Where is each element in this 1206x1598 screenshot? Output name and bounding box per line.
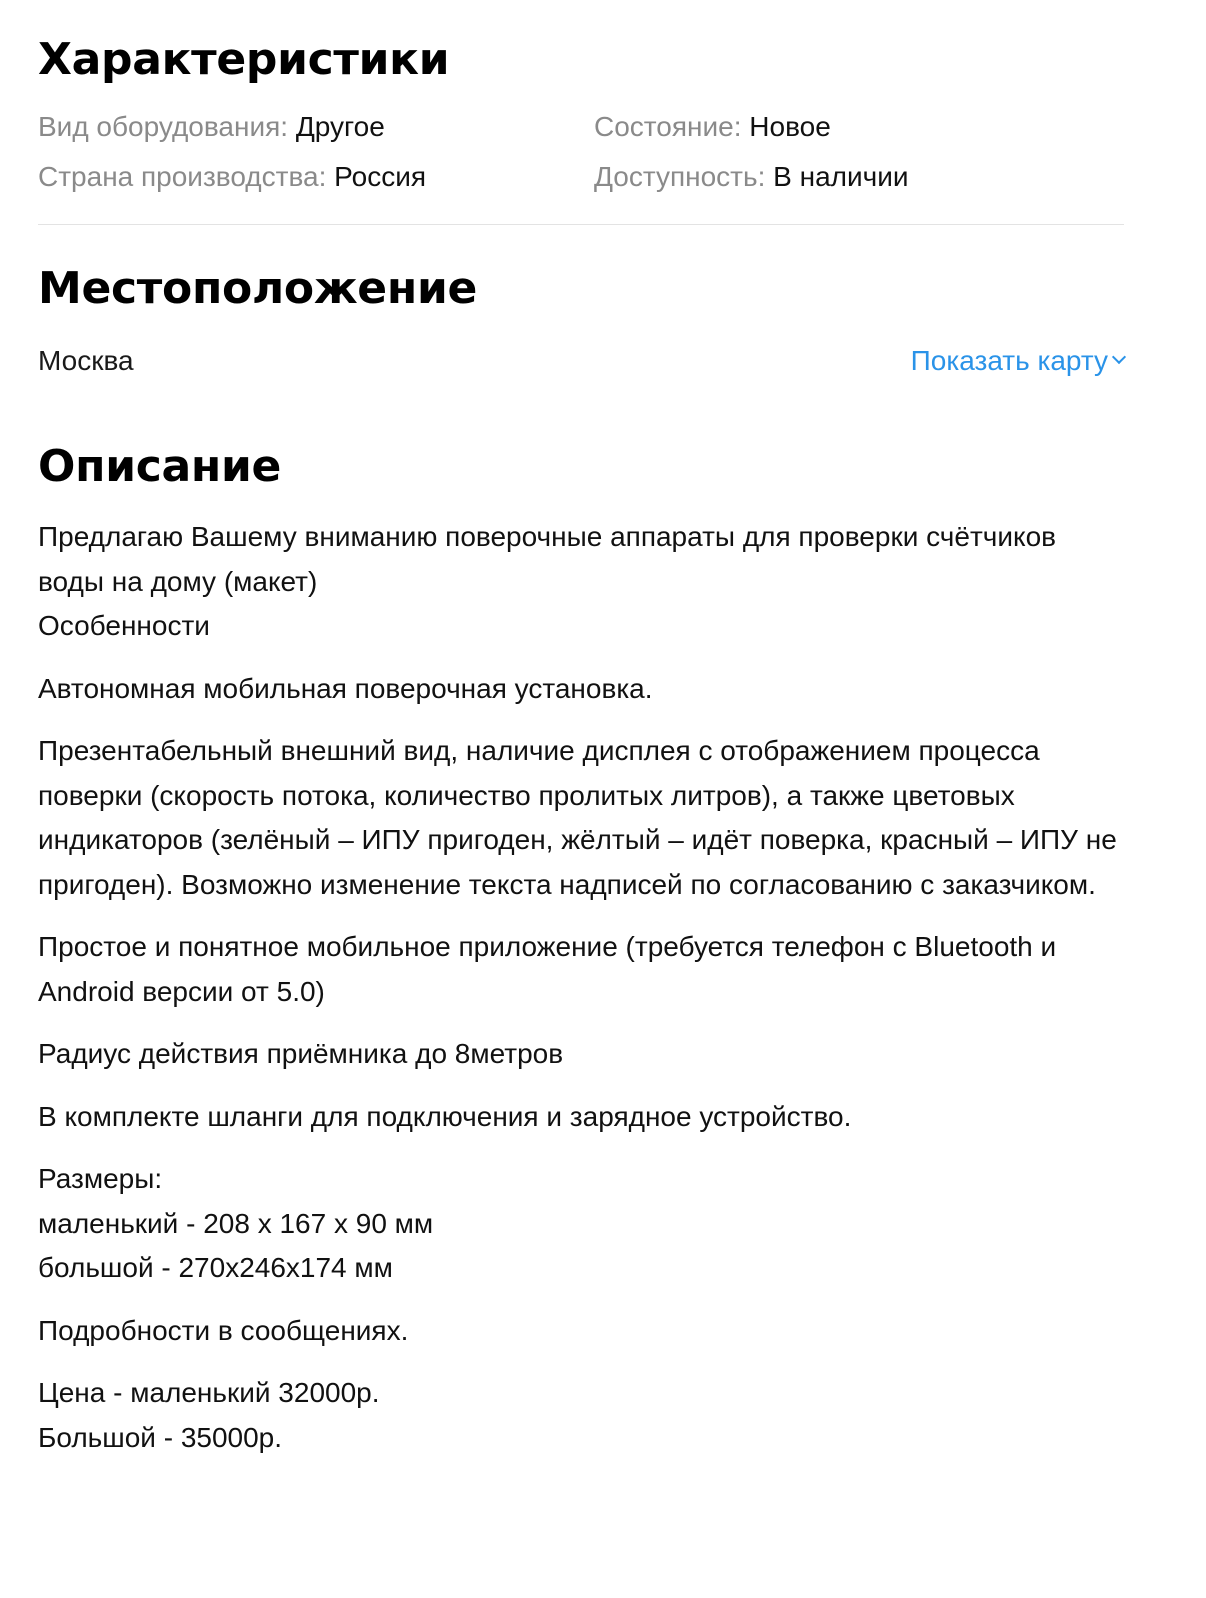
characteristics-section bbox=[38, 30, 1124, 198]
description-paragraph: Презентабельный внешний вид, наличие дисплея с отображением процесса поверки (скорость потока, количество пролитых литров), а также цветовых индикаторов (зелёный – ИПУ пригоден, жёлтый – идёт поверка, красный – ИПУ не пригоден). Возможно изменение текста надписей по согласованию с заказчиком. bbox=[38, 735, 1117, 900]
location-title: Местоположение bbox=[38, 263, 478, 314]
spec-availability bbox=[594, 156, 1124, 198]
show-map-label: Показать карту bbox=[910, 345, 1108, 376]
characteristics-grid bbox=[38, 106, 1124, 198]
spec-value: В наличии bbox=[773, 161, 909, 192]
section-divider bbox=[38, 224, 1124, 225]
spec-condition bbox=[594, 106, 1124, 148]
location-section bbox=[38, 259, 1124, 381]
spec-value: Россия bbox=[334, 161, 426, 192]
description-paragraph: Автономная мобильная поверочная установка. bbox=[38, 672, 653, 704]
characteristics-title: Характеристики bbox=[38, 34, 450, 85]
spec-value: Другое bbox=[295, 111, 385, 142]
description-section bbox=[38, 437, 1124, 1460]
description-paragraph: Простое и понятное мобильное приложение (требуется телефон с Bluetooth и Android версии от 5.0) bbox=[38, 931, 1057, 1007]
description-paragraph: Размеры: маленький - 208 x 167 x 90 мм большой - 270x246x174 мм bbox=[38, 1163, 434, 1283]
description-paragraph: Радиус действия приёмника до 8метров bbox=[38, 1038, 564, 1069]
description-paragraph: Подробности в сообщениях. bbox=[38, 1314, 409, 1346]
show-map-link[interactable] bbox=[911, 341, 1124, 381]
spec-label: Вид оборудования: bbox=[38, 111, 289, 142]
description-paragraph: Предлагаю Вашему вниманию поверочные аппараты для проверки счётчиков воды на дому (макет) Особенности bbox=[38, 521, 1057, 641]
description-title: Описание bbox=[38, 441, 282, 492]
spec-value: Новое bbox=[749, 111, 831, 142]
spec-label: Доступность: bbox=[594, 161, 766, 192]
location-row bbox=[38, 341, 1124, 381]
description-paragraph: Цена - маленький 32000р. Большой - 35000р. bbox=[38, 1377, 380, 1453]
spec-label: Состояние: bbox=[594, 111, 742, 142]
spec-equipment-type bbox=[38, 106, 594, 148]
description-paragraph: В комплекте шланги для подключения и зарядное устройство. bbox=[38, 1100, 852, 1132]
spec-country bbox=[38, 156, 594, 198]
chevron-down-icon bbox=[1112, 350, 1126, 364]
description-body bbox=[38, 515, 1124, 1460]
location-city: Москва bbox=[38, 345, 134, 376]
spec-label: Страна производства: bbox=[38, 161, 327, 192]
